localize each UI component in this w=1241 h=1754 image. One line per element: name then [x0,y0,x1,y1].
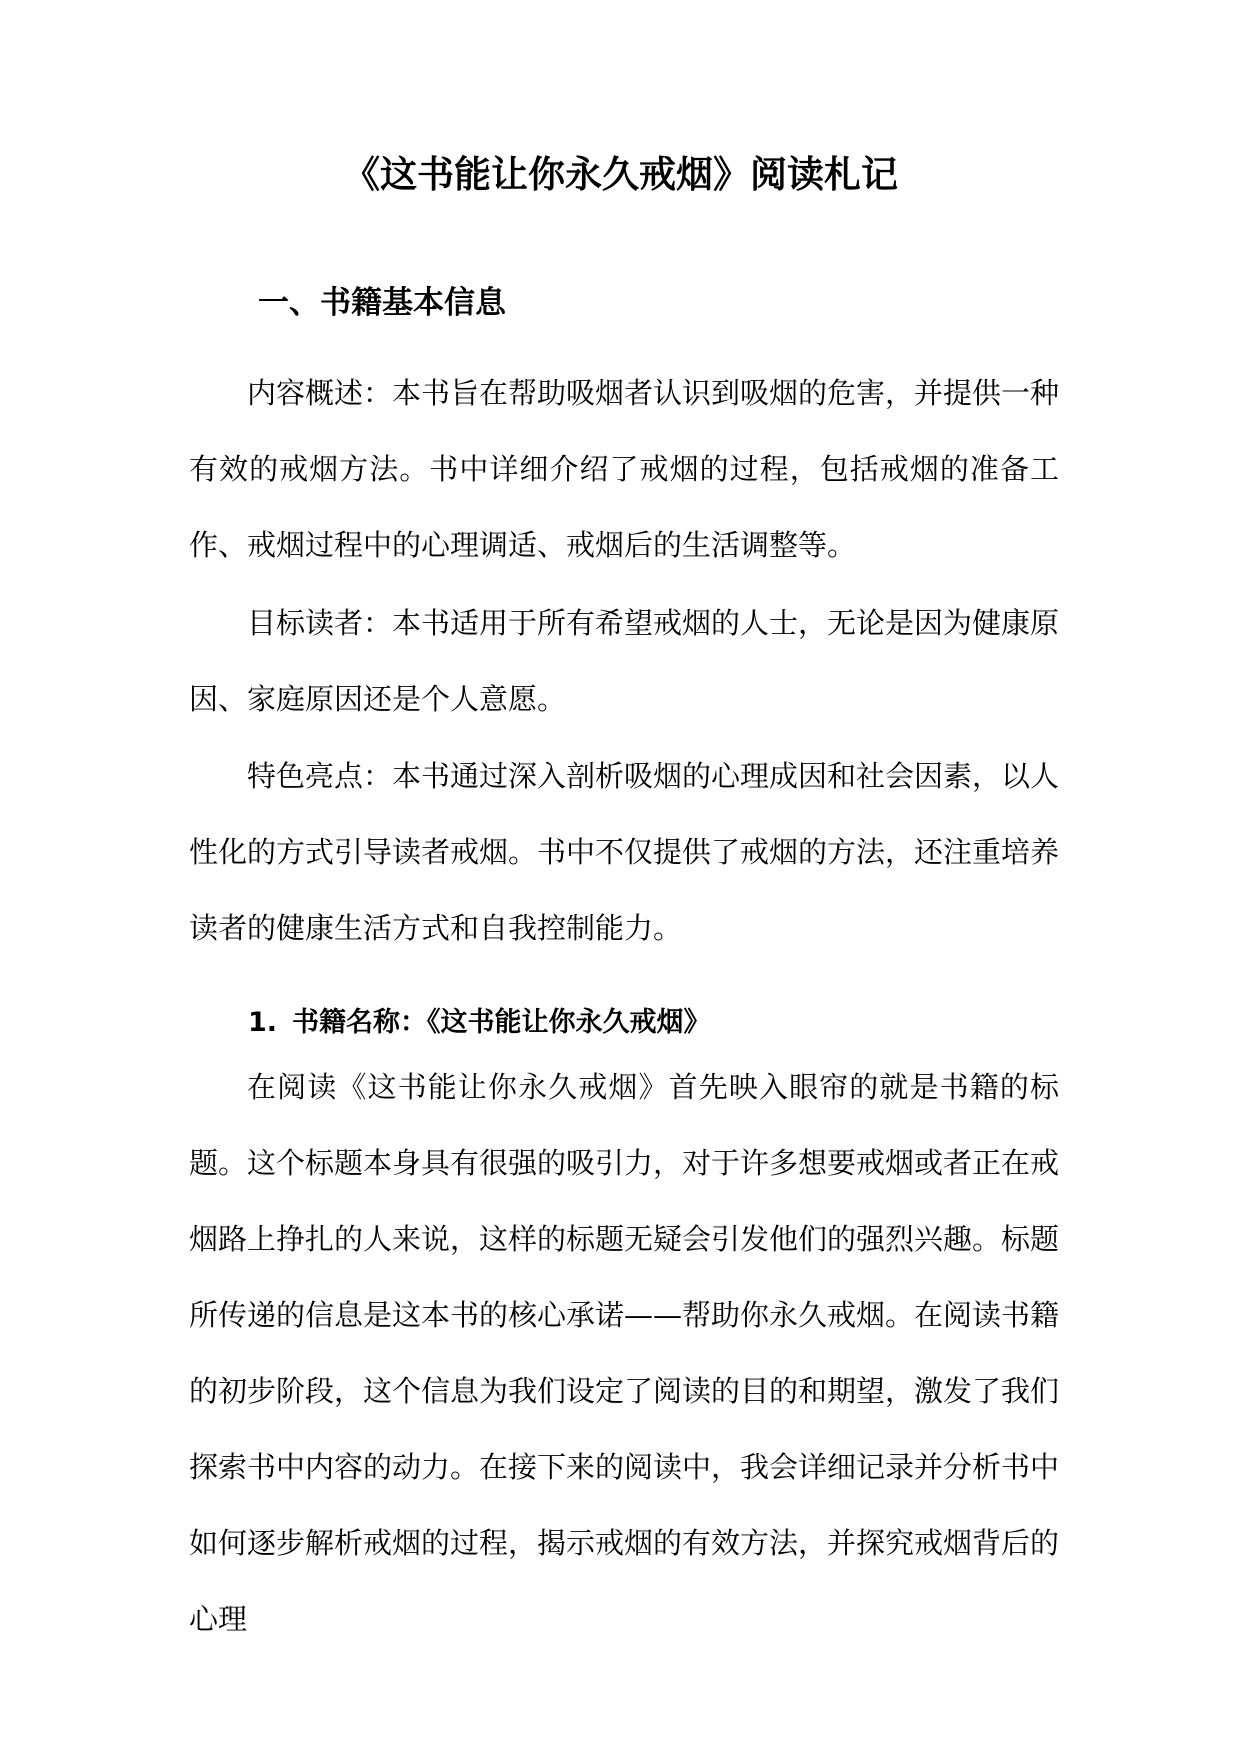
document-title: 《这书能让你永久戒烟》阅读札记 [343,153,898,196]
subsection-heading-book-name [248,1003,711,1043]
paragraph-content-overview: 内容概述：本书旨在帮助吸烟者认识到吸烟的危害，并提供一种有效的戒烟方法。书中详细介绍了戒烟的过程，包括戒烟的准备工作、戒烟过程中的心理调适、戒烟后的生活调整等。 [189,376,1060,562]
paragraph-target-readers: 目标读者：本书适用于所有希望戒烟的人士，无论是因为健康原因、家庭原因还是个人意愿。 [189,606,1060,716]
section-heading-basic-info: 一、书籍基本信息 [258,285,506,321]
subsection-heading-text: 书籍名称：《这书能让你永久戒烟》 [292,1007,711,1038]
paragraph-highlights: 特色亮点：本书通过深入剖析吸烟的心理成因和社会因素，以人性化的方式引导读者戒烟。书中不仅提供了戒烟的方法，还注重培养读者的健康生活方式和自我控制能力。 [189,759,1060,945]
paragraph-book-title-reflection: 在阅读《这书能让你永久戒烟》首先映入眼帘的就是书籍的标题。这个标题本身具有很强的吸引力，对于许多想要戒烟或者正在戒烟路上挣扎的人来说，这样的标题无疑会引发他们的强烈兴趣。标题所传递的信息是这本书的核心承诺——帮助你永久戒烟。在阅读书籍的初步阶段，这个信息为我们设定了阅读的目的和期望，激发了我们探索书中内容的动力。在接下来的阅读中，我会详细记录并分析书中如何逐步解析戒烟的过程，揭示戒烟的有效方法，并探究戒烟背后的心理 [189,1070,1060,1636]
subsection-number: 1. [248,1007,278,1038]
